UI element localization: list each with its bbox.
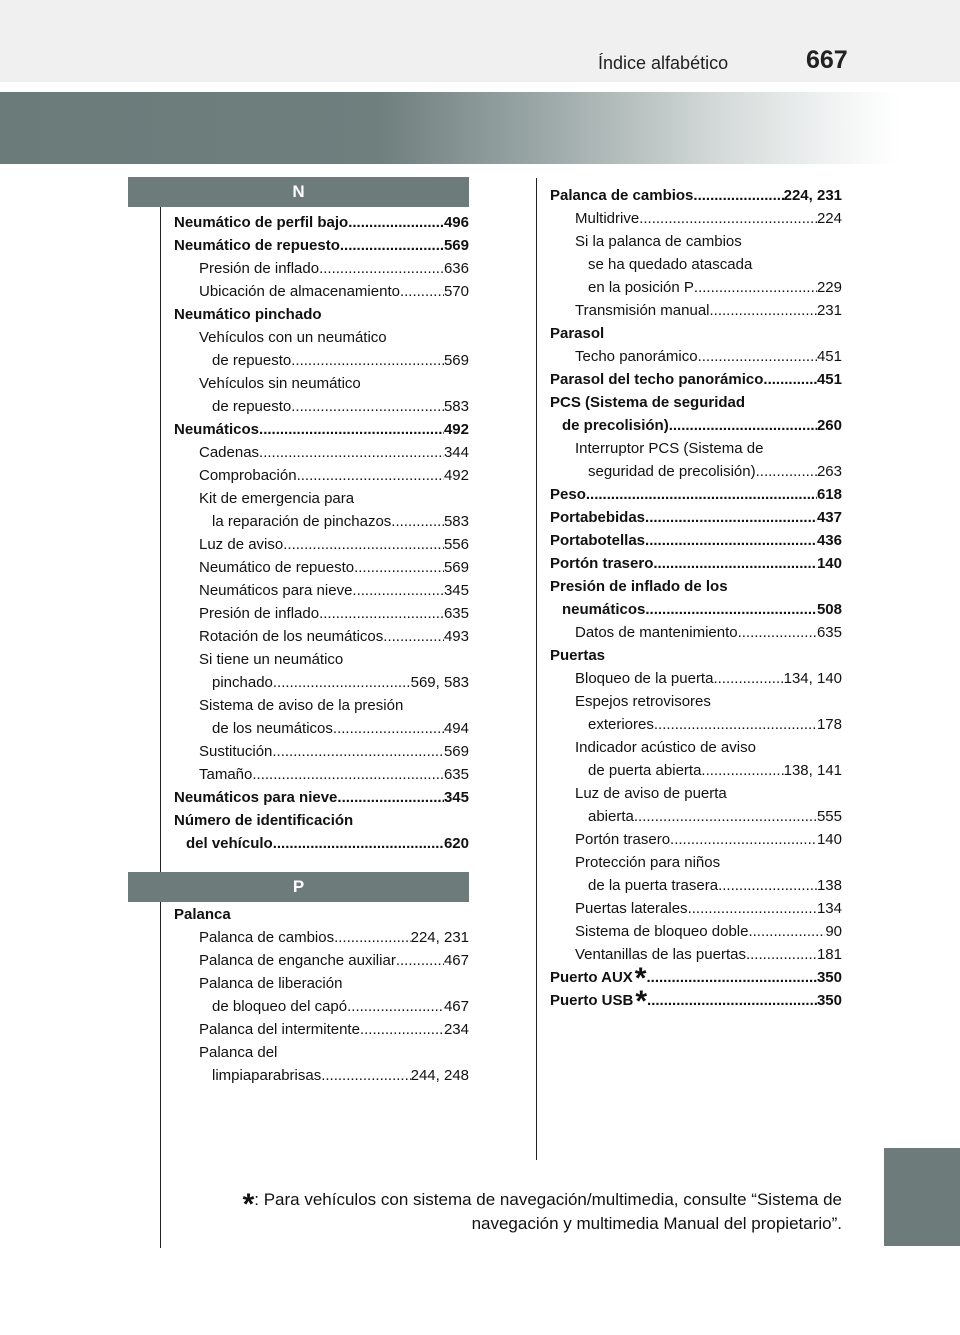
entry-term: Puerto USB [550, 992, 634, 1009]
entry-term: en la posición P [588, 279, 694, 296]
entry-term: Indicador acústico de aviso [575, 739, 756, 756]
leader-dots [391, 510, 444, 533]
entry-page-ref: 350 [816, 969, 842, 986]
leader-dots [645, 506, 817, 529]
entry-page-ref: 569 [443, 743, 469, 760]
entry-term: Parasol [550, 325, 605, 342]
entry-term: Si tiene un neumático [199, 651, 344, 668]
entry-page-ref: 140 [816, 555, 842, 572]
entry-term: Protección para niños [575, 854, 721, 871]
entry-page-ref: 140 [816, 831, 842, 848]
index-entry [174, 717, 469, 740]
index-entry [174, 602, 469, 625]
entry-term: Palanca del intermitente [199, 1021, 360, 1038]
entry-term: Vehículos con un neumático [199, 329, 387, 346]
entry-term: de repuesto [212, 352, 292, 369]
entry-page-ref: 569 [443, 352, 469, 369]
index-entry [550, 667, 842, 690]
leader-dots [693, 184, 783, 207]
index-entry [550, 621, 842, 644]
index-entry [550, 575, 842, 598]
entry-page-ref: 635 [443, 766, 469, 783]
leader-dots [710, 299, 817, 322]
page-title: Índice alfabético [598, 53, 729, 73]
index-entry [550, 828, 842, 851]
leader-dots [698, 345, 817, 368]
entry-page-ref: 263 [816, 463, 842, 480]
entry-term: Parasol del techo panorámico [550, 371, 764, 388]
entry-term: Transmisión manual [575, 302, 710, 319]
leader-dots [701, 759, 783, 782]
entry-page-ref: 496 [443, 214, 469, 231]
entry-page-ref: 467 [443, 952, 469, 969]
index-column-left-n [174, 211, 469, 855]
leader-dots [383, 625, 444, 648]
entry-term: Neumático de repuesto [174, 237, 340, 254]
entry-page-ref: 244, 248 [410, 1067, 469, 1084]
entry-page-ref: 467 [443, 998, 469, 1015]
entry-term: exteriores [588, 716, 654, 733]
index-entry [174, 625, 469, 648]
index-entry [550, 391, 842, 414]
entry-term: se ha quedado atascada [588, 256, 753, 273]
entry-page-ref: 229 [816, 279, 842, 296]
entry-page-ref: 451 [816, 348, 842, 365]
asterisk-marker: * [634, 962, 647, 995]
asterisk-marker: * [635, 985, 648, 1018]
header-banner [0, 92, 900, 164]
index-entry [174, 418, 469, 441]
entry-page-ref: 350 [816, 992, 842, 1009]
index-entry [550, 345, 842, 368]
index-entry [174, 949, 469, 972]
leader-dots [252, 763, 444, 786]
section-header-n: N [128, 177, 469, 207]
entry-page-ref: 231 [816, 302, 842, 319]
index-entry [550, 598, 842, 621]
leader-dots [348, 211, 444, 234]
index-entry [174, 257, 469, 280]
index-entry [550, 460, 842, 483]
entry-term: Presión de inflado [199, 260, 320, 277]
index-entry [550, 759, 842, 782]
index-entry [550, 506, 842, 529]
leader-dots [297, 464, 444, 487]
index-column-left-p [174, 903, 469, 1087]
leader-dots [669, 414, 817, 437]
index-entry [550, 529, 842, 552]
index-entry [174, 786, 469, 809]
entry-term: Bloqueo de la puerta [575, 670, 714, 687]
index-entry [174, 372, 469, 395]
entry-page-ref: 508 [816, 601, 842, 618]
index-column-right [550, 184, 842, 1018]
entry-term: de la puerta trasera [588, 877, 719, 894]
entry-page-ref: 90 [825, 923, 842, 940]
entry-page-ref: 138 [816, 877, 842, 894]
entry-term: Palanca de cambios [550, 187, 694, 204]
index-entry [174, 740, 469, 763]
index-entry [550, 713, 842, 736]
index-entry [550, 368, 842, 391]
index-entry [174, 1041, 469, 1064]
index-entry [550, 897, 842, 920]
leader-dots [713, 667, 783, 690]
index-entry [550, 299, 842, 322]
entry-term: Si la palanca de cambios [575, 233, 742, 250]
entry-page-ref: 618 [816, 486, 842, 503]
leader-dots [337, 786, 444, 809]
leader-dots [273, 832, 444, 855]
entry-term: neumáticos [562, 601, 646, 618]
leader-dots [259, 441, 444, 464]
entry-page-ref: 569, 583 [410, 674, 469, 691]
leader-dots [352, 579, 444, 602]
entry-page-ref: 224 [816, 210, 842, 227]
entry-term: Portabebidas [550, 509, 646, 526]
index-entry [550, 962, 842, 995]
leader-dots [333, 717, 444, 740]
leader-dots [645, 598, 817, 621]
leader-dots [273, 671, 411, 694]
entry-term: Interruptor PCS (Sistema de [575, 440, 764, 457]
entry-term: Neumáticos para nieve [174, 789, 338, 806]
leader-dots [639, 207, 817, 230]
leader-dots [647, 989, 817, 1012]
section-header-p: P [128, 872, 469, 902]
entry-term: Portón trasero [550, 555, 654, 572]
entry-term: Palanca del [199, 1044, 278, 1061]
entry-page-ref: 636 [443, 260, 469, 277]
index-entry [174, 694, 469, 717]
leader-dots [646, 966, 816, 989]
entry-term: limpiaparabrisas [212, 1067, 322, 1084]
entry-term: Comprobación [199, 467, 297, 484]
leader-dots [654, 713, 817, 736]
index-entry [174, 326, 469, 349]
leader-dots [354, 556, 444, 579]
index-entry [174, 671, 469, 694]
leader-dots [670, 828, 817, 851]
entry-term: Puerto AUX [550, 969, 633, 986]
entry-page-ref: 583 [443, 398, 469, 415]
entry-term: Presión de inflado de los [550, 578, 728, 595]
index-entry [174, 303, 469, 326]
index-entry [550, 253, 842, 276]
entry-term: Portabotellas [550, 532, 646, 549]
entry-page-ref: 181 [816, 946, 842, 963]
footnote-text: : Para vehículos con sistema de navegación/multimedia, consulte “Sistema de navegación y multimedia Manual del propietario”. [254, 1190, 842, 1233]
leader-dots [319, 602, 444, 625]
entry-page-ref: 437 [816, 509, 842, 526]
entry-term: Techo panorámico [575, 348, 698, 365]
index-entry [174, 441, 469, 464]
entry-term: de los neumáticos [212, 720, 333, 737]
index-entry [550, 483, 842, 506]
leader-dots [319, 257, 444, 280]
index-entry [174, 903, 469, 926]
entry-term: abierta [588, 808, 634, 825]
entry-page-ref: 492 [443, 421, 469, 438]
index-entry [174, 533, 469, 556]
leader-dots [340, 234, 444, 257]
index-entry [174, 487, 469, 510]
entry-page-ref: 345 [443, 582, 469, 599]
leader-dots [763, 368, 817, 391]
entry-term: Neumáticos [174, 421, 260, 438]
leader-dots [291, 395, 444, 418]
leader-dots [653, 552, 817, 575]
entry-term: Kit de emergencia para [199, 490, 355, 507]
entry-page-ref: 570 [443, 283, 469, 300]
index-entry [174, 464, 469, 487]
entry-page-ref: 178 [816, 716, 842, 733]
entry-term: pinchado [212, 674, 273, 691]
leader-dots [334, 926, 411, 949]
index-entry [550, 782, 842, 805]
entry-term: Presión de inflado [199, 605, 320, 622]
entry-page-ref: 451 [816, 371, 842, 388]
entry-page-ref: 635 [816, 624, 842, 641]
entry-page-ref: 224, 231 [410, 929, 469, 946]
index-entry [550, 437, 842, 460]
column-divider [536, 178, 537, 1160]
index-entry [174, 280, 469, 303]
leader-dots [688, 897, 817, 920]
entry-term: Neumático de perfil bajo [174, 214, 349, 231]
index-entry [550, 414, 842, 437]
page-number: 667 [806, 46, 848, 74]
leader-dots [634, 805, 817, 828]
entry-page-ref: 345 [443, 789, 469, 806]
index-entry [550, 230, 842, 253]
thumb-index-tab [884, 1148, 960, 1246]
entry-term: Portón trasero [575, 831, 671, 848]
entry-term: Tamaño [199, 766, 253, 783]
index-entry [550, 207, 842, 230]
entry-term: Sistema de bloqueo doble [575, 923, 749, 940]
entry-term: Vehículos sin neumático [199, 375, 361, 392]
leader-dots [400, 280, 444, 303]
leader-dots [645, 529, 817, 552]
entry-term: Ubicación de almacenamiento [199, 283, 400, 300]
entry-term: de precolisión) [562, 417, 669, 434]
index-entry [550, 690, 842, 713]
index-entry [174, 972, 469, 995]
index-entry [174, 556, 469, 579]
leader-dots [748, 920, 825, 943]
index-entry [550, 985, 842, 1018]
index-entry [174, 809, 469, 832]
index-entry [550, 322, 842, 345]
index-entry [174, 234, 469, 257]
leader-dots [738, 621, 817, 644]
leader-dots [321, 1064, 410, 1087]
entry-term: Puertas laterales [575, 900, 688, 917]
entry-term: Palanca de enganche auxiliar [199, 952, 396, 969]
entry-page-ref: 583 [443, 513, 469, 530]
entry-page-ref: 635 [443, 605, 469, 622]
leader-dots [694, 276, 817, 299]
entry-term: Luz de aviso de puerta [575, 785, 727, 802]
index-entry [550, 644, 842, 667]
index-entry [174, 763, 469, 786]
entry-page-ref: 138, 141 [783, 762, 842, 779]
entry-page-ref: 556 [443, 536, 469, 553]
index-entry [174, 648, 469, 671]
entry-term: PCS (Sistema de seguridad [550, 394, 746, 411]
entry-term: Multidrive [575, 210, 640, 227]
index-entry [550, 874, 842, 897]
entry-page-ref: 134 [816, 900, 842, 917]
index-entry [174, 832, 469, 855]
index-entry [550, 805, 842, 828]
entry-term: Palanca de cambios [199, 929, 335, 946]
index-entry [550, 552, 842, 575]
entry-term: Datos de mantenimiento [575, 624, 738, 641]
entry-page-ref: 234 [443, 1021, 469, 1038]
leader-dots [756, 460, 817, 483]
entry-page-ref: 492 [443, 467, 469, 484]
entry-page-ref: 260 [816, 417, 842, 434]
index-entry [550, 943, 842, 966]
index-entry [550, 276, 842, 299]
index-entry [174, 1018, 469, 1041]
leader-dots [396, 949, 444, 972]
entry-term: Cadenas [199, 444, 260, 461]
leader-dots [272, 740, 444, 763]
index-entry [550, 736, 842, 759]
entry-page-ref: 620 [443, 835, 469, 852]
index-entry [174, 579, 469, 602]
index-entry [174, 395, 469, 418]
index-entry [174, 926, 469, 949]
leader-dots [259, 418, 444, 441]
entry-page-ref: 436 [816, 532, 842, 549]
leader-dots [360, 1018, 444, 1041]
index-entry [174, 1064, 469, 1087]
entry-term: Espejos retrovisores [575, 693, 711, 710]
entry-term: Peso [550, 486, 586, 503]
entry-term: Sistema de aviso de la presión [199, 697, 404, 714]
leader-dots [291, 349, 444, 372]
entry-page-ref: 344 [443, 444, 469, 461]
entry-term: del vehículo [186, 835, 273, 852]
entry-page-ref: 134, 140 [783, 670, 842, 687]
entry-term: de repuesto [212, 398, 292, 415]
entry-term: de puerta abierta [588, 762, 702, 779]
entry-page-ref: 569 [443, 237, 469, 254]
leader-dots [746, 943, 817, 966]
leader-dots [283, 533, 444, 556]
entry-term: Neumático pinchado [174, 306, 322, 323]
index-entry [174, 510, 469, 533]
entry-term: seguridad de precolisión) [588, 463, 756, 480]
footnote [196, 1188, 842, 1236]
index-entry [174, 349, 469, 372]
index-entry [174, 211, 469, 234]
entry-term: Puertas [550, 647, 606, 664]
entry-term: Palanca [174, 906, 231, 923]
entry-term: Rotación de los neumáticos [199, 628, 384, 645]
left-margin-rule [160, 198, 161, 1248]
index-entry [174, 995, 469, 1018]
entry-page-ref: 494 [443, 720, 469, 737]
entry-page-ref: 224, 231 [783, 187, 842, 204]
entry-term: Neumático de repuesto [199, 559, 355, 576]
entry-page-ref: 493 [443, 628, 469, 645]
index-entry [550, 184, 842, 207]
leader-dots [347, 995, 444, 1018]
entry-term: Ventanillas de las puertas [575, 946, 746, 963]
entry-term: Sustitución [199, 743, 273, 760]
entry-term: de bloqueo del capó [212, 998, 348, 1015]
entry-term: la reparación de pinchazos [212, 513, 392, 530]
index-entry [550, 851, 842, 874]
entry-page-ref: 555 [816, 808, 842, 825]
entry-term: Número de identificación [174, 812, 354, 829]
entry-page-ref: 569 [443, 559, 469, 576]
footnote-marker: * [242, 1188, 255, 1221]
entry-term: Palanca de liberación [199, 975, 343, 992]
entry-term: Neumáticos para nieve [199, 582, 353, 599]
leader-dots [718, 874, 817, 897]
index-entry [550, 920, 842, 943]
entry-term: Luz de aviso [199, 536, 284, 553]
leader-dots [586, 483, 817, 506]
